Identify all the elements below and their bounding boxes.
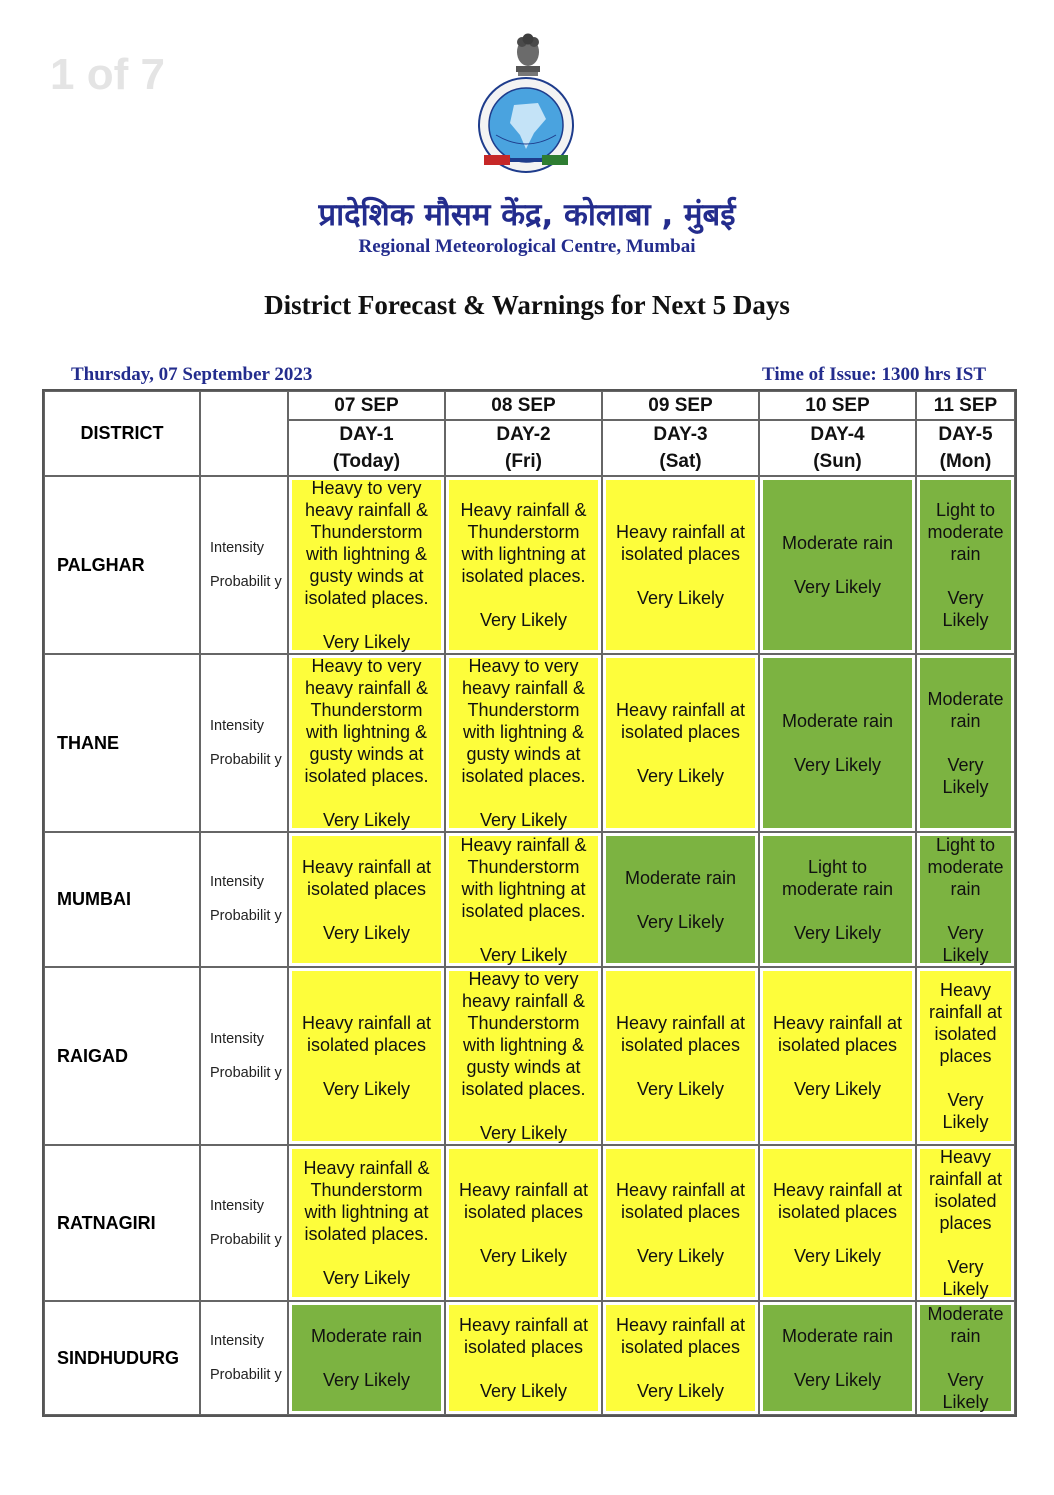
forecast-cell: [602, 654, 759, 832]
forecast-probability: Very Likely: [793, 577, 882, 597]
forecast-intensity: Heavy rainfall at isolated places: [928, 1147, 1003, 1233]
date-header: 10 SEP: [759, 391, 916, 420]
forecast-cell: [759, 476, 916, 654]
forecast-intensity: Moderate rain: [310, 1326, 423, 1346]
forecast-cell: [602, 476, 759, 654]
row-labels: [200, 654, 288, 832]
forecast-cell: [759, 967, 916, 1145]
forecast-intensity: Heavy rainfall at isolated places: [772, 1013, 903, 1055]
district-name: MUMBAI: [44, 832, 200, 967]
forecast-intensity: Moderate rain: [781, 533, 894, 553]
forecast-probability: Very Likely: [942, 588, 989, 630]
org-name-hindi: प्रादेशिक मौसम केंद्र, कोलाबा , मुंबई: [318, 197, 736, 233]
forecast-intensity: Heavy rainfall at isolated places: [615, 1013, 746, 1055]
forecast-intensity: Heavy rainfall at isolated places: [615, 700, 746, 742]
district-name: RATNAGIRI: [44, 1145, 200, 1301]
forecast-cell: [445, 476, 602, 654]
weekday-header: (Sun): [759, 448, 916, 476]
forecast-probability: Very Likely: [942, 1257, 989, 1299]
forecast-probability: Very Likely: [636, 911, 725, 932]
forecast-intensity: Light to moderate rain: [927, 500, 1004, 564]
forecast-table: [42, 389, 1017, 1417]
forecast-probability: Very Likely: [793, 922, 882, 943]
forecast-probability: Very Likely: [636, 1079, 725, 1099]
district-row: [44, 476, 1015, 654]
row-labels: [200, 832, 288, 967]
forecast-probability: Very Likely: [322, 1370, 411, 1390]
forecast-probability: Very Likely: [793, 1246, 882, 1266]
forecast-probability: Very Likely: [636, 766, 725, 786]
forecast-probability: Very Likely: [479, 1381, 568, 1401]
row-labels: [200, 967, 288, 1145]
forecast-probability: Very Likely: [322, 1268, 411, 1288]
weekday-header: (Sat): [602, 448, 759, 476]
district-name: PALGHAR: [44, 476, 200, 654]
issue-date: Thursday, 07 September 2023: [71, 364, 313, 385]
intensity-label: Intensity: [210, 539, 264, 556]
forecast-cell: [759, 832, 916, 967]
forecast-intensity: Heavy rainfall & Thunderstorm with lightning at isolated places.: [460, 834, 587, 921]
forecast-cell: [916, 476, 1015, 654]
forecast-intensity: Heavy rainfall at isolated places: [772, 1180, 903, 1222]
forecast-probability: Very Likely: [322, 922, 411, 943]
forecast-cell: [916, 967, 1015, 1145]
day-header: DAY-3: [602, 420, 759, 448]
forecast-intensity: Moderate rain: [927, 689, 1004, 731]
forecast-intensity: Heavy to very heavy rainfall & Thunderstorm with lightning & gusty winds at isolated places.: [461, 969, 586, 1099]
forecast-cell: [445, 832, 602, 967]
forecast-intensity: Heavy rainfall at isolated places: [458, 1315, 589, 1357]
district-name: THANE: [44, 654, 200, 832]
district-name: SINDHUDURG: [44, 1301, 200, 1415]
forecast-intensity: Heavy to very heavy rainfall & Thunderstorm with lightning & gusty winds at isolated places.: [304, 656, 429, 786]
forecast-intensity: Moderate rain: [781, 711, 894, 731]
probability-label: Probabilit y: [210, 751, 282, 768]
forecast-cell: [759, 1145, 916, 1301]
forecast-probability: Very Likely: [793, 1370, 882, 1390]
imd-seal-logo: [476, 75, 576, 175]
forecast-cell: [916, 654, 1015, 832]
org-name-english: Regional Meteorological Centre, Mumbai: [358, 236, 696, 257]
probability-label: Probabilit y: [210, 573, 282, 590]
national-emblem-icon: [508, 28, 548, 78]
row-labels: [200, 476, 288, 654]
forecast-probability: Very Likely: [322, 632, 411, 652]
intensity-label: Intensity: [210, 717, 264, 734]
forecast-cell: [288, 654, 445, 832]
forecast-cell: [445, 967, 602, 1145]
forecast-probability: Very Likely: [942, 1370, 989, 1412]
forecast-probability: Very Likely: [793, 755, 882, 775]
forecast-cell: [916, 1301, 1015, 1415]
forecast-intensity: Heavy rainfall at isolated places: [615, 522, 746, 564]
intensity-label: Intensity: [210, 874, 264, 890]
forecast-probability: Very Likely: [479, 1246, 568, 1266]
day-header: DAY-5: [916, 420, 1015, 448]
day-header: DAY-1: [288, 420, 445, 448]
forecast-intensity: Light to moderate rain: [927, 834, 1004, 899]
forecast-cell: [288, 476, 445, 654]
forecast-intensity: Heavy rainfall & Thunderstorm with lightning at isolated places.: [460, 500, 587, 586]
forecast-cell: [288, 832, 445, 967]
weekday-header: (Today): [288, 448, 445, 476]
forecast-probability: Very Likely: [793, 1079, 882, 1099]
forecast-cell: [759, 654, 916, 832]
row-labels: [200, 1301, 288, 1415]
district-row: [44, 654, 1015, 832]
forecast-cell: [916, 1145, 1015, 1301]
forecast-cell: [445, 1145, 602, 1301]
intensity-label: Intensity: [210, 1332, 264, 1349]
date-header: 07 SEP: [288, 391, 445, 420]
forecast-cell: [288, 1301, 445, 1415]
forecast-probability: Very Likely: [479, 810, 568, 830]
issue-time: Time of Issue: 1300 hrs IST: [762, 364, 986, 385]
forecast-probability: Very Likely: [636, 588, 725, 608]
forecast-cell: [445, 1301, 602, 1415]
probability-label: Probabilit y: [210, 1231, 282, 1248]
district-row: [44, 967, 1015, 1145]
forecast-cell: [916, 832, 1015, 967]
forecast-probability: Very Likely: [322, 810, 411, 830]
labels-header: [200, 391, 288, 476]
forecast-intensity: Heavy to very heavy rainfall & Thunderstorm with lightning & gusty winds at isolated places.: [461, 656, 586, 786]
forecast-cell: [288, 1145, 445, 1301]
forecast-probability: Very Likely: [479, 944, 568, 965]
forecast-intensity: Heavy rainfall at isolated places: [928, 980, 1003, 1066]
forecast-intensity: Light to moderate rain: [781, 856, 894, 899]
forecast-intensity: Heavy to very heavy rainfall & Thunderstorm with lightning & gusty winds at isolated places.: [304, 478, 429, 608]
district-row: [44, 1301, 1015, 1415]
forecast-probability: Very Likely: [636, 1246, 725, 1266]
forecast-intensity: Heavy rainfall & Thunderstorm with lightning at isolated places.: [303, 1158, 430, 1244]
day-header: DAY-4: [759, 420, 916, 448]
forecast-intensity: Moderate rain: [927, 1304, 1004, 1346]
weekday-header: (Fri): [445, 448, 602, 476]
district-row: [44, 1145, 1015, 1301]
forecast-intensity: Moderate rain: [624, 867, 737, 888]
forecast-intensity: Heavy rainfall at isolated places: [301, 1013, 432, 1055]
probability-label: Probabilit y: [210, 1064, 282, 1081]
probability-label: Probabilit y: [210, 908, 282, 924]
forecast-intensity: Heavy rainfall at isolated places: [458, 1180, 589, 1222]
forecast-probability: Very Likely: [479, 1123, 568, 1143]
forecast-cell: [602, 832, 759, 967]
forecast-probability: Very Likely: [636, 1381, 725, 1401]
forecast-cell: [602, 1145, 759, 1301]
weekday-header: (Mon): [916, 448, 1015, 476]
intensity-label: Intensity: [210, 1030, 264, 1047]
page-counter: 1 of 7: [50, 50, 165, 99]
district-row: [44, 832, 1015, 967]
forecast-probability: Very Likely: [479, 610, 568, 630]
date-header: 08 SEP: [445, 391, 602, 420]
forecast-probability: Very Likely: [322, 1079, 411, 1099]
forecast-cell: [445, 654, 602, 832]
forecast-intensity: Moderate rain: [781, 1326, 894, 1346]
forecast-cell: [602, 967, 759, 1145]
district-header: DISTRICT: [44, 391, 200, 476]
forecast-probability: Very Likely: [942, 922, 989, 965]
day-header: DAY-2: [445, 420, 602, 448]
forecast-intensity: Heavy rainfall at isolated places: [615, 1180, 746, 1222]
date-header: 09 SEP: [602, 391, 759, 420]
document-title: District Forecast & Warnings for Next 5 Days: [264, 290, 790, 320]
forecast-intensity: Heavy rainfall at isolated places: [615, 1315, 746, 1357]
forecast-cell: [602, 1301, 759, 1415]
probability-label: Probabilit y: [210, 1366, 282, 1383]
forecast-cell: [759, 1301, 916, 1415]
row-labels: [200, 1145, 288, 1301]
district-name: RAIGAD: [44, 967, 200, 1145]
forecast-probability: Very Likely: [942, 1090, 989, 1132]
forecast-intensity: Heavy rainfall at isolated places: [301, 856, 432, 899]
date-header: 11 SEP: [916, 391, 1015, 420]
forecast-probability: Very Likely: [942, 755, 989, 797]
forecast-cell: [288, 967, 445, 1145]
intensity-label: Intensity: [210, 1197, 264, 1214]
